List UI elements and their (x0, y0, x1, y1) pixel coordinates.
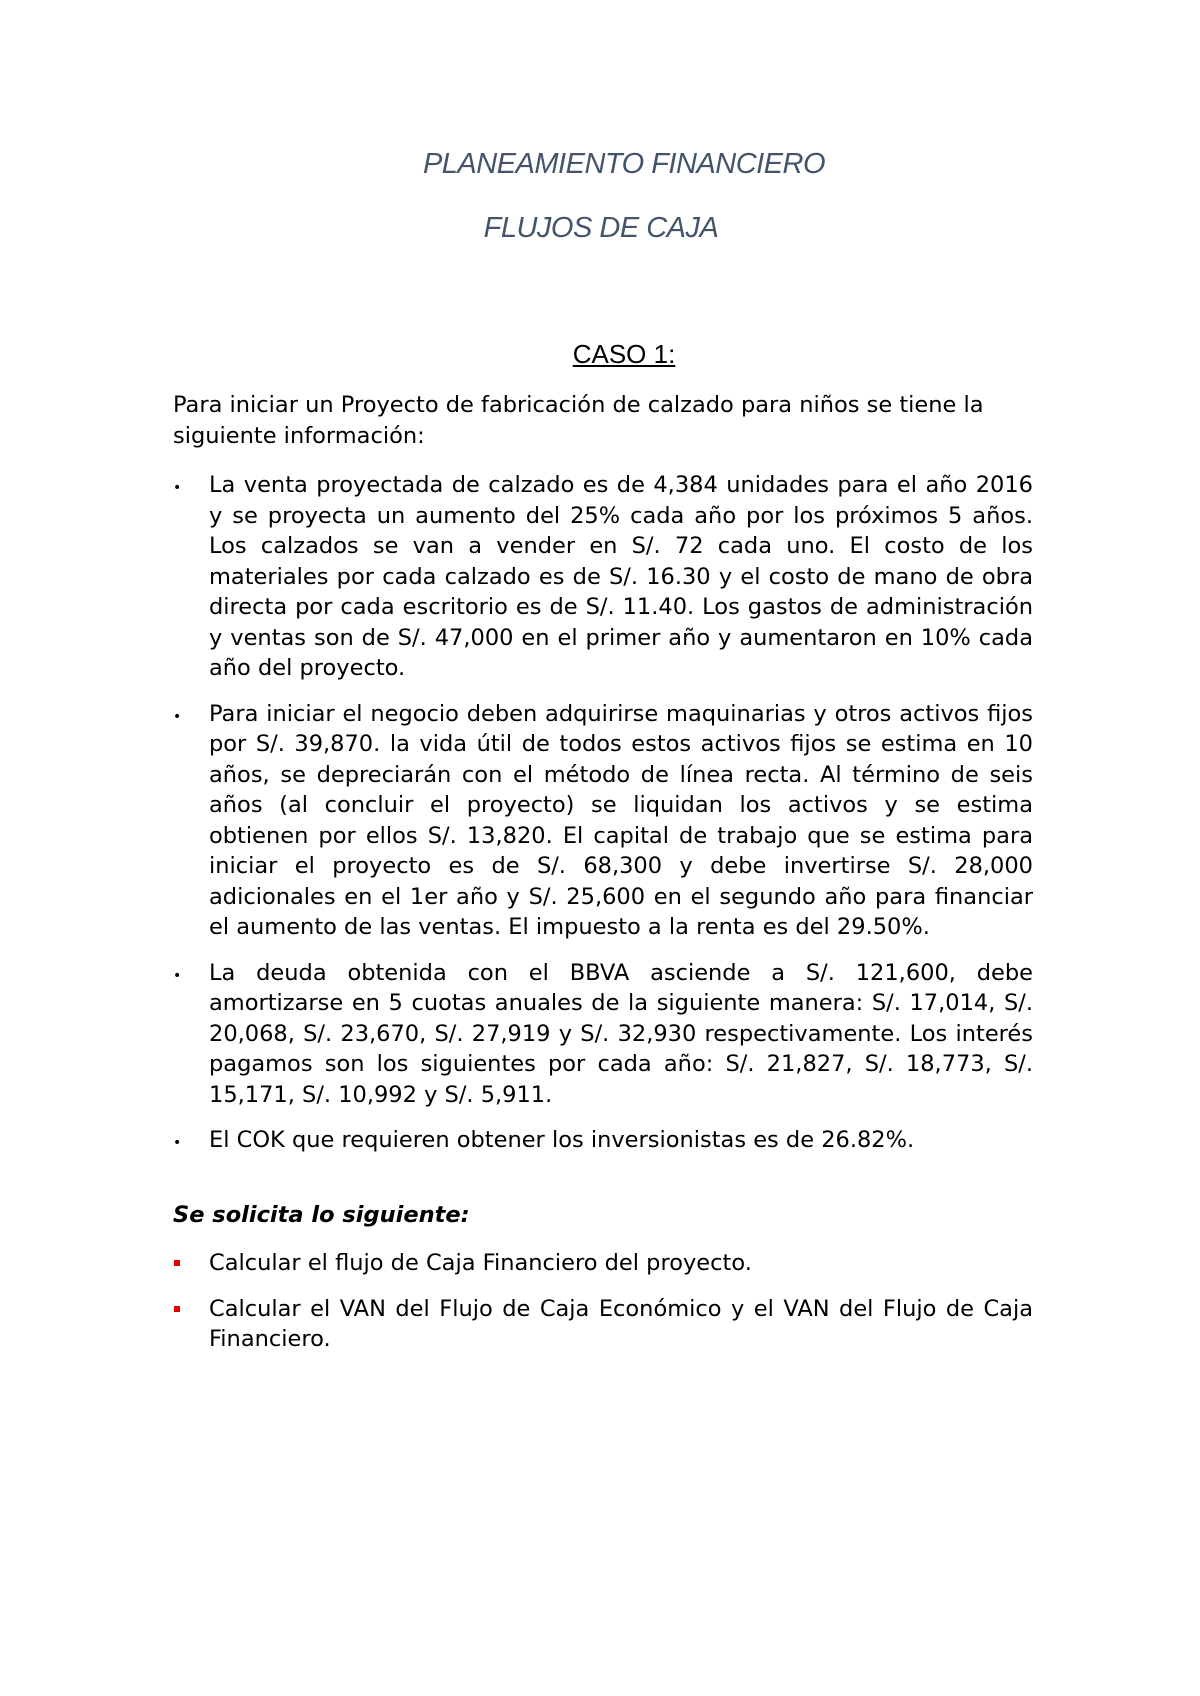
request-list (173, 1248, 1033, 1370)
bullet-dot-icon: • (173, 1135, 182, 1151)
case-info-list (173, 470, 1033, 1171)
case-intro: Para iniciar un Proyecto de fabricación de calzado para niños se tiene la siguiente información: (173, 392, 984, 449)
bullet-dot-icon: • (173, 967, 182, 984)
red-square-bullet-icon (174, 1306, 180, 1312)
list-item (173, 1294, 1033, 1355)
red-square-bullet-icon (174, 1260, 180, 1266)
bullet-dot-icon: • (173, 708, 182, 725)
list-item-text: La venta proyectada de calzado es de 4,384 unidades para el año 2016 y se proyecta un aumento del 25% cada año por los próximos 5 años. Los calzados se van a vender en S/. 72 cada uno. El costo de los materiales por cada calzado es de S/. 16.30 y el costo de mano de obra directa por cada escritorio es de S/. 11.40. Los gastos de administración y ventas son de S/. 47,000 en el primer año y aumentaron en 10% cada año del proyecto. (209, 472, 1033, 681)
list-item-text: Calcular el VAN del Flujo de Caja Económico y el VAN del Flujo de Caja Financiero. (209, 1295, 1033, 1352)
bullet-dot-icon: • (173, 480, 182, 496)
list-item (173, 958, 1033, 1111)
list-item (173, 699, 1033, 943)
list-item (173, 470, 1033, 684)
list-item-text: Calcular el flujo de Caja Financiero del proyecto. (209, 1250, 752, 1276)
case-heading: CASO 1: (572, 339, 676, 369)
document-subtitle: FLUJOS DE CAJA (483, 212, 719, 244)
list-item (173, 1125, 1033, 1156)
request-heading: Se solicita lo siguiente: (173, 1202, 470, 1228)
document-title: PLANEAMIENTO FINANCIERO (422, 148, 826, 180)
list-item-text: La deuda obtenida con el BBVA asciende a S/. 121,600, debe amortizarse en 5 cuotas anuales de la siguiente manera: S/. 17,014, S/. 20,068, S/. 23,670, S/. 27,919 y S/. 32,930 respectivamente. Los interés pagamos son los siguientes por cada año: S/. 21,827, S/. 18,773, S/. 15,171, S/. 10,992 y S/. 5,911. (209, 959, 1033, 1108)
list-item-text: Para iniciar el negocio deben adquirirse maquinarias y otros activos fijos por S/. 39,870. la vida útil de todos estos activos fijos se estima en 10 años, se depreciarán con el método de línea recta. Al término de seis años (al concluir el proyecto) se liquidan los activos y se estima obtienen por ellos S/. 13,820. El capital de trabajo que se estima para iniciar el proyecto es de S/. 68,300 y debe invertirse S/. 28,000 adicionales en el 1er año y S/. 25,600 en el segundo año para financiar el aumento de las ventas. El impuesto a la renta es del 29.50%. (209, 700, 1033, 940)
list-item (173, 1248, 1033, 1279)
list-item-text: El COK que requieren obtener los inversionistas es de 26.82%. (209, 1127, 915, 1153)
